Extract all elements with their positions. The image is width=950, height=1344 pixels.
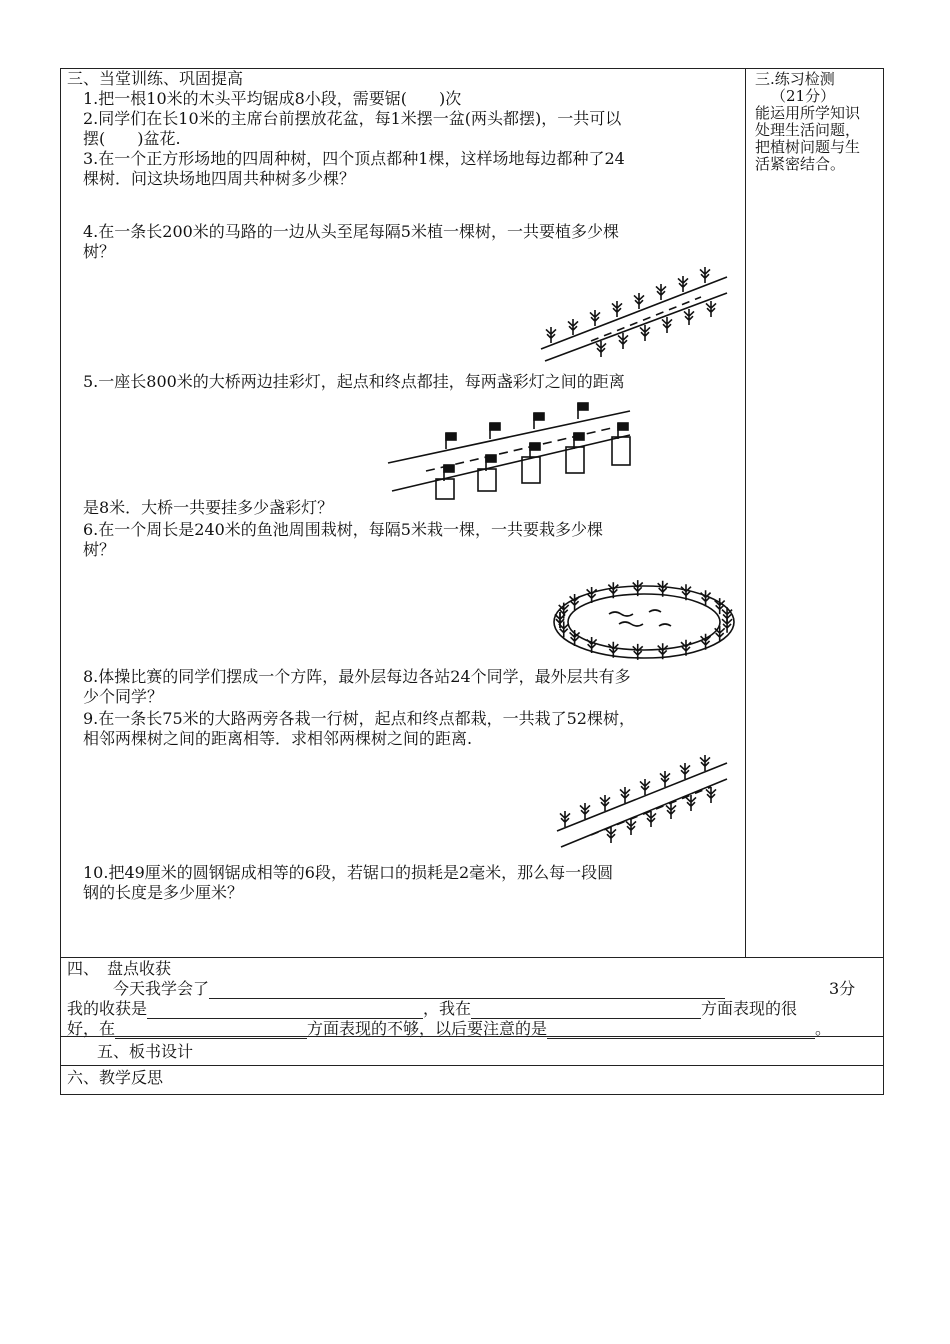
section5-title: 五、板书设计: [97, 1042, 194, 1061]
fish-pond-illustration: [549, 564, 739, 664]
question-2-line2: 摆( )盆花.: [83, 129, 181, 148]
lantern-flag-icon: [534, 413, 544, 420]
tree-icon: [620, 787, 630, 803]
side-note: [755, 71, 881, 173]
question-3-line2: 棵树．问这块场地四周共种树多少棵？: [83, 169, 356, 188]
harvest-line2: [67, 999, 797, 1019]
road-trees-illustration: [531, 257, 731, 367]
lantern-flag-icon: [530, 443, 540, 450]
lantern-flag-icon: [444, 465, 454, 472]
harvest-label-good: 方面表现的很: [701, 999, 798, 1018]
tree-icon: [660, 771, 670, 787]
tree-icon: [666, 803, 676, 819]
tree-icon: [706, 787, 716, 803]
attention-blank[interactable]: [547, 1022, 815, 1039]
question-5-line1: 5.一座长800米的大桥两边挂彩灯，起点和终点都挂，每两盏彩灯之间的距离: [83, 372, 625, 391]
row-divider-section6: [61, 1065, 883, 1066]
question-3-line1: 3.在一个正方形场地的四周种树，四个顶点都种1棵，这样场地每边都种了24: [83, 149, 625, 168]
question-2-line1: 2.同学们在长10米的主席台前摆放花盆，每1米摆一盆(两头都摆)，一共可以: [83, 109, 622, 128]
question-4-line2: 树？: [83, 242, 116, 261]
tree-icon: [634, 293, 644, 309]
tree-icon: [656, 284, 666, 300]
tree-icon: [684, 309, 694, 325]
lantern-flag-icon: [446, 433, 456, 440]
tree-icon: [596, 341, 606, 357]
harvest-label-gain: 我的收获是: [67, 999, 148, 1018]
tree-icon: [568, 319, 578, 335]
lesson-table: [60, 68, 884, 1095]
tree-icon: [640, 779, 650, 795]
tree-icon: [560, 811, 570, 827]
harvest-line3: [67, 1019, 831, 1039]
tree-icon: [678, 276, 688, 292]
question-10-line2: 钢的长度是多少厘米？: [83, 883, 244, 902]
question-4-line1: 4.在一条长200米的马路的一边从头至尾每隔5米植一棵树，一共要植多少棵: [83, 222, 619, 241]
tree-icon: [618, 333, 628, 349]
tree-icon: [646, 811, 656, 827]
tree-icon: [700, 755, 710, 771]
row-divider-section4: [61, 957, 883, 958]
harvest-label-good-in: 好，在: [67, 1019, 116, 1038]
question-6-line2: 树？: [83, 540, 116, 559]
tree-icon: [546, 327, 556, 343]
tree-icon: [606, 827, 616, 843]
avenue-trees-illustration: [551, 741, 731, 851]
tree-icon: [626, 819, 636, 835]
harvest-label-attention: 方面表现的不够，以后要注意的是: [307, 1019, 548, 1038]
harvest-label-period: 。: [815, 1019, 832, 1038]
learned-blank[interactable]: [209, 982, 725, 999]
question-8-line2: 少个同学？: [83, 687, 164, 706]
tree-icon: [640, 325, 650, 341]
question-9-line2: 相邻两棵树之间的距离相等．求相邻两棵树之间的距离.: [83, 729, 473, 748]
question-5-line2: 是8米．大桥一共要挂多少盏彩灯？: [83, 498, 334, 517]
harvest-line1: [113, 979, 725, 999]
tree-icon: [700, 267, 710, 283]
section4-title: 四、 盘点收获: [67, 959, 172, 978]
tree-icon: [662, 317, 672, 333]
tree-icon: [600, 795, 610, 811]
column-divider: [745, 69, 746, 957]
harvest-label-i-in: ，我在: [423, 999, 472, 1018]
question-6-line1: 6.在一个周长是240米的鱼池周围栽树，每隔5米栽一棵，一共要栽多少棵: [83, 520, 603, 539]
weak-area-blank[interactable]: [115, 1022, 307, 1039]
side-note-score: （21分）: [771, 87, 836, 105]
bridge-lanterns-illustration: [386, 391, 636, 501]
lantern-flag-icon: [578, 403, 588, 410]
section3-title: 三、当堂训练、巩固提高: [67, 69, 244, 88]
lantern-flag-icon: [486, 455, 496, 462]
tree-icon: [580, 803, 590, 819]
harvest-score: 3分: [829, 979, 856, 998]
side-note-line: 活紧密结合。: [755, 155, 846, 173]
gain-blank[interactable]: [147, 1002, 423, 1019]
good-area-blank[interactable]: [471, 1002, 701, 1019]
lantern-flag-icon: [618, 423, 628, 430]
section6-title: 六、教学反思: [67, 1068, 164, 1087]
question-9-line1: 9.在一条长75米的大路两旁各栽一行树，起点和终点都栽，一共栽了52棵树，: [83, 709, 635, 728]
lantern-flag-icon: [574, 433, 584, 440]
tree-icon: [686, 795, 696, 811]
tree-icon: [590, 310, 600, 326]
question-1: 1.把一根10米的木头平均锯成8小段，需要锯( )次: [83, 89, 462, 108]
side-note-line: 把植树问题与生: [755, 138, 861, 156]
tree-icon: [706, 301, 716, 317]
harvest-label-learned: 今天我学会了: [113, 979, 210, 998]
side-note-title: 三.练习检测: [755, 70, 835, 88]
tree-icon: [612, 301, 622, 317]
side-note-line: 处理生活问题，: [755, 121, 861, 139]
side-note-line: 能运用所学知识: [755, 104, 861, 122]
lantern-flag-icon: [490, 423, 500, 430]
question-10-line1: 10.把49厘米的圆钢锯成相等的6段，若锯口的损耗是2毫米，那么每一段圆: [83, 863, 614, 882]
tree-icon: [680, 763, 690, 779]
question-8-line1: 8.体操比赛的同学们摆成一个方阵，最外层每边各站24个同学，最外层共有多: [83, 667, 631, 686]
